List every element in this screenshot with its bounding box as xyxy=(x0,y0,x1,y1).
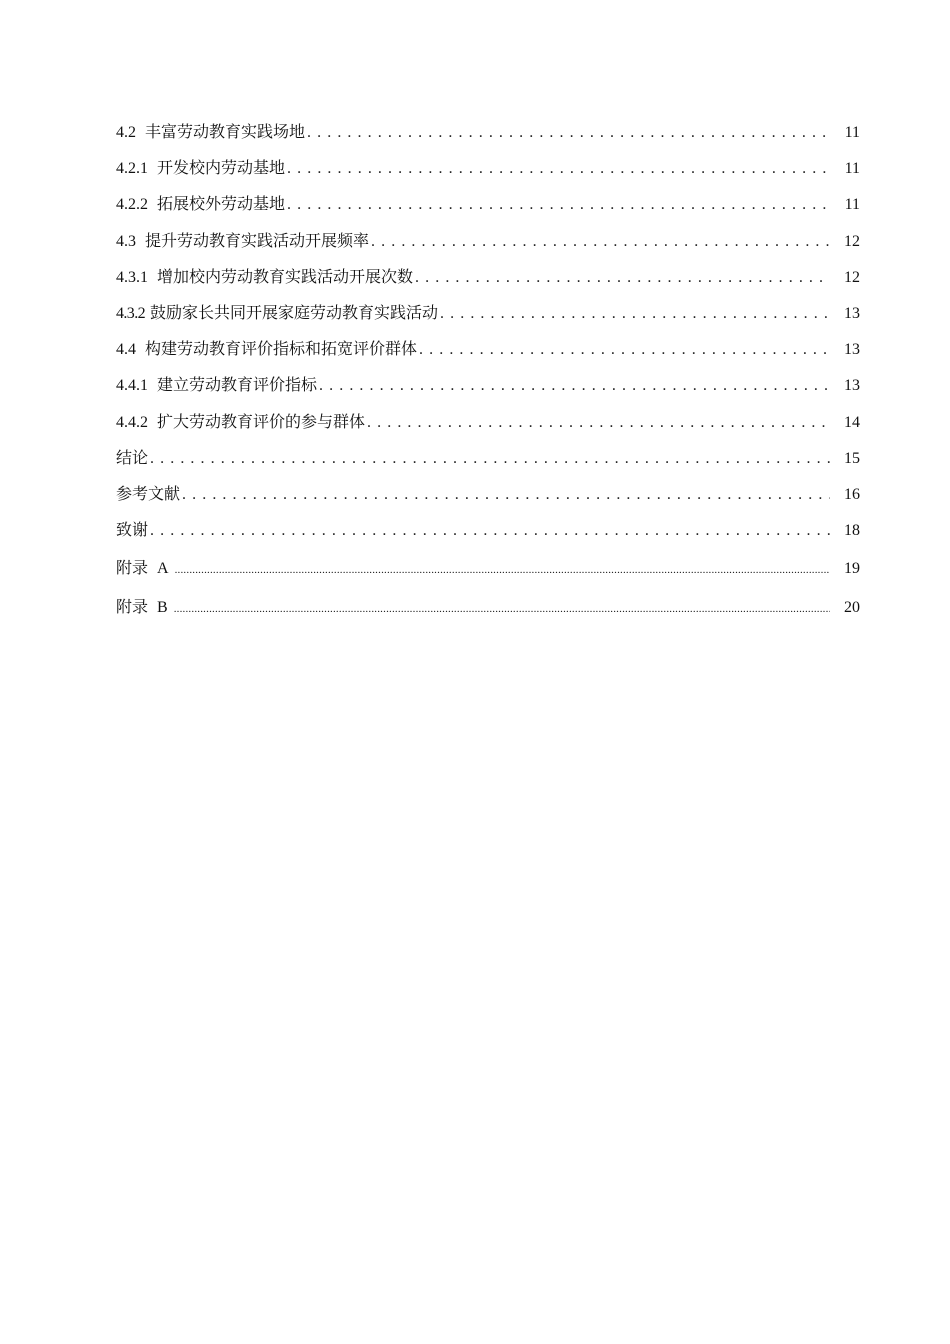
toc-entry-appendix-a[interactable] xyxy=(116,548,860,587)
entry-number: 4.4.1 xyxy=(116,377,148,395)
entry-page-number: 20 xyxy=(844,599,860,617)
entry-title: 提升劳动教育实践活动开展频率 xyxy=(145,230,370,250)
entry-number: 4.3.1 xyxy=(116,268,148,286)
entry-suffix: B xyxy=(157,599,168,617)
dot-leader xyxy=(287,187,830,223)
dot-leader xyxy=(307,115,830,151)
toc-entry-acknowledgements[interactable] xyxy=(116,512,860,548)
entry-title: 丰富劳动教育实践场地 xyxy=(145,122,306,141)
entry-number: 4.3 xyxy=(116,232,136,250)
dot-leader xyxy=(150,441,830,477)
toc-entry-4-3-1[interactable] xyxy=(116,259,860,295)
toc-entry-appendix-b[interactable] xyxy=(116,587,860,626)
entry-number: 4.4 xyxy=(116,341,136,359)
dot-leader xyxy=(182,477,830,513)
entry-title: 拓展校外劳动基地 xyxy=(157,194,286,214)
entry-title: 致谢 xyxy=(116,520,149,540)
toc-entry-4-2-2[interactable] xyxy=(116,186,860,222)
entry-page-number: 13 xyxy=(844,304,860,322)
toc-entry-4-4-1[interactable] xyxy=(116,367,860,403)
entry-title: 附录 xyxy=(116,558,149,578)
dot-leader xyxy=(174,590,830,629)
entry-number: 4.2.2 xyxy=(116,196,148,214)
entry-title: 建立劳动教育评价指标 xyxy=(157,375,318,395)
dot-leader xyxy=(175,551,830,590)
entry-page-number: 18 xyxy=(844,522,860,540)
dot-leader xyxy=(319,368,830,404)
entry-suffix: A xyxy=(157,560,169,578)
table-of-contents xyxy=(116,114,860,626)
toc-entry-conclusion[interactable] xyxy=(116,440,860,476)
toc-entry-4-3-2[interactable] xyxy=(116,295,860,331)
entry-page-number: 13 xyxy=(844,341,860,359)
entry-title: 开发校内劳动基地 xyxy=(157,158,286,178)
entry-page-number: 14 xyxy=(844,413,860,431)
entry-number: 4.2.1 xyxy=(116,160,148,178)
toc-entry-4-4[interactable] xyxy=(116,331,860,367)
dot-leader xyxy=(150,513,830,549)
entry-page-number: 12 xyxy=(844,268,860,286)
toc-entry-4-4-2[interactable] xyxy=(116,404,860,440)
dot-leader xyxy=(367,405,830,441)
entry-title: 增加校内劳动教育实践活动开展次数 xyxy=(157,266,414,286)
toc-entry-references[interactable] xyxy=(116,476,860,512)
entry-number: 4.2 xyxy=(116,124,136,141)
dot-leader xyxy=(440,296,830,332)
entry-page-number: 15 xyxy=(844,449,860,467)
dot-leader xyxy=(419,332,830,368)
toc-entry-4-2[interactable] xyxy=(116,114,860,150)
entry-page-number: 11 xyxy=(844,124,860,141)
dot-leader xyxy=(415,260,830,296)
dot-leader xyxy=(371,224,830,260)
entry-page-number: 11 xyxy=(844,196,860,214)
entry-title: 结论 xyxy=(116,447,149,467)
toc-entry-4-3[interactable] xyxy=(116,223,860,259)
entry-page-number: 19 xyxy=(844,560,860,578)
entry-page-number: 12 xyxy=(844,232,860,250)
entry-page-number: 11 xyxy=(844,160,860,178)
entry-title: 构建劳动教育评价指标和拓宽评价群体 xyxy=(145,339,418,359)
toc-entry-4-2-1[interactable] xyxy=(116,150,860,186)
entry-title: 参考文献 xyxy=(116,483,181,503)
entry-number: 4.4.2 xyxy=(116,413,148,431)
entry-page-number: 13 xyxy=(844,377,860,395)
entry-title: 鼓励家长共同开展家庭劳动教育实践活动 xyxy=(150,302,439,322)
entry-title: 附录 xyxy=(116,597,149,617)
entry-page-number: 16 xyxy=(844,485,860,503)
entry-number: 4.3.2 xyxy=(116,304,146,322)
entry-title: 扩大劳动教育评价的参与群体 xyxy=(157,411,366,431)
dot-leader xyxy=(287,151,830,187)
